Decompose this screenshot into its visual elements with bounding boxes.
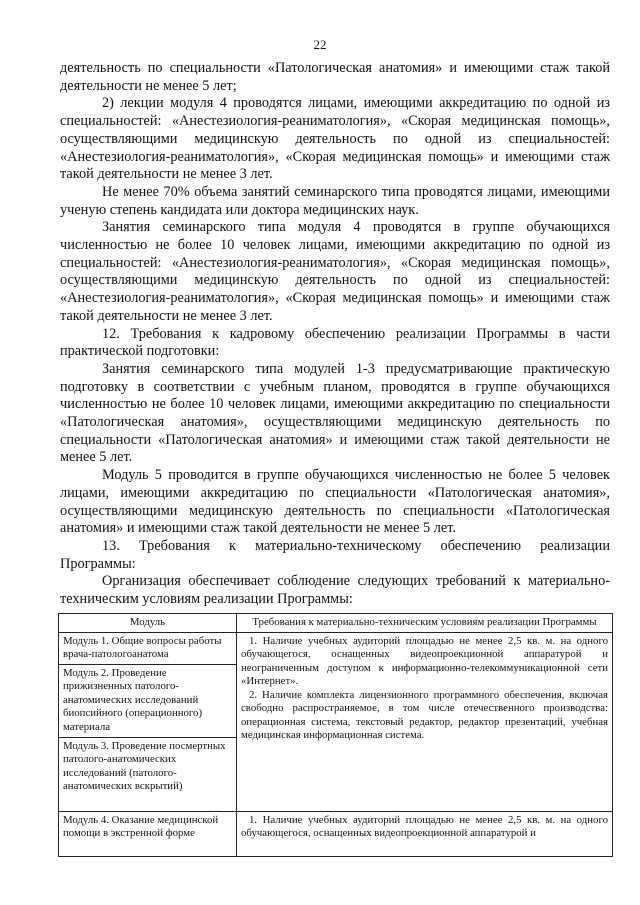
requirements-table (58, 613, 613, 857)
module-cell (59, 811, 237, 856)
paragraph: Занятия семинарского типа модуля 4 проводятся в группе обучающихся численностью не более 10 человек лицами, имеющими аккредитацию по одной из специальностей: «Анестезиология-реаниматология», «Скорая медицинская помощь», осуществляющими медицинскую деятельность по одной из специальностей: «Анестезиология-реаниматология», «Скорая медицинская помощь» и имеющими стаж такой деятельности не менее 3 лет. (60, 219, 610, 324)
module-4: Модуль 4. Оказание медицинской помощи в экстренной форме (63, 813, 219, 839)
module-2: Модуль 2. Проведение прижизненных патолого-анатомических исследований биопсийного (операционного) материала (63, 666, 203, 733)
module-cell (59, 664, 237, 737)
requirement-item: 1. Наличие учебных аудиторий площадью не менее 2,5 кв. м. на одного обучающегося, оснащенных видеопроекционной аппаратурой и (241, 813, 608, 839)
section-heading: 12. Требования к кадровому обеспечению реализации Программы в части практической подготовки: (60, 325, 610, 360)
paragraph: Не менее 70% объема занятий семинарского типа проводятся лицами, имеющими ученую степень кандидата или доктора медицинских наук. (60, 183, 610, 218)
module-cell (59, 737, 237, 811)
requirements-cell (237, 811, 613, 856)
module-cell (59, 632, 237, 664)
page-number: 22 (313, 37, 327, 52)
section-heading: 13. Требования к материально-техническому обеспечению реализации Программы: (60, 537, 610, 572)
table-row (59, 632, 613, 664)
paragraph: деятельность по специальности «Патологическая анатомия» и имеющими стаж такой деятельности не менее 5 лет; (60, 60, 610, 94)
module-3: Модуль 3. Проведение посмертных патолого-анатомических исследований (патолого-анатомических вскрытий) (63, 739, 226, 792)
table-header-row (59, 614, 613, 633)
header-module: Модуль (59, 614, 237, 633)
paragraph: Модуль 5 проводится в группе обучающихся численностью не более 5 человек лицами, имеющими аккредитацию по специальности «Патологическая анатомия», осуществляющими медицинскую деятельность по специальности «Патологическая анатомия» и имеющими стаж такой деятельности не менее 5 лет. (60, 467, 610, 537)
requirement-item: 1. Наличие учебных аудиторий площадью не менее 2,5 кв. м. на одного обучающегося, оснащенных видеопроекционной аппаратурой и неограниченным доступом к информационно-телекоммуникационной сети «Интернет». (241, 634, 608, 687)
requirement-item: 2. Наличие комплекта лицензионного программного обеспечения, включая свободно распространяемое, в том числе отечественного производства: операционная система, текстовый редактор, редактор презентаций, учебная медицинская информационная система. (241, 688, 608, 741)
module-1: Модуль 1. Общие вопросы работы врача-патологоанатома (63, 634, 222, 660)
paragraph: Организация обеспечивает соблюдение следующих требований к материально-техническим условиям реализации Программы: (60, 573, 610, 608)
requirements-cell (237, 632, 613, 811)
table-row (59, 811, 613, 856)
header-requirements: Требования к материально-техническим условиям реализации Программы (237, 614, 613, 633)
paragraph: 2) лекции модуля 4 проводятся лицами, имеющими аккредитацию по одной из специальностей: «Анестезиология-реаниматология», «Скорая медицинская помощь», осуществляющими медицинскую деятельность по одной из специальностей: «Анестезиология-реаниматология», «Скорая медицинская помощь» и имеющими стаж такой деятельности не менее 3 лет. (60, 95, 610, 183)
body-text (60, 60, 610, 609)
paragraph: Занятия семинарского типа модулей 1-3 предусматривающие практическую подготовку в соответствии с учебным планом, проводятся в группе обучающихся численностью не более 10 человек лицами, имеющими аккредитацию по специальности «Патологическая анатомия», осуществляющими медицинскую деятельность по специальности «Патологическая анатомия» и имеющими стаж такой деятельности не менее 5 лет. (60, 360, 610, 466)
